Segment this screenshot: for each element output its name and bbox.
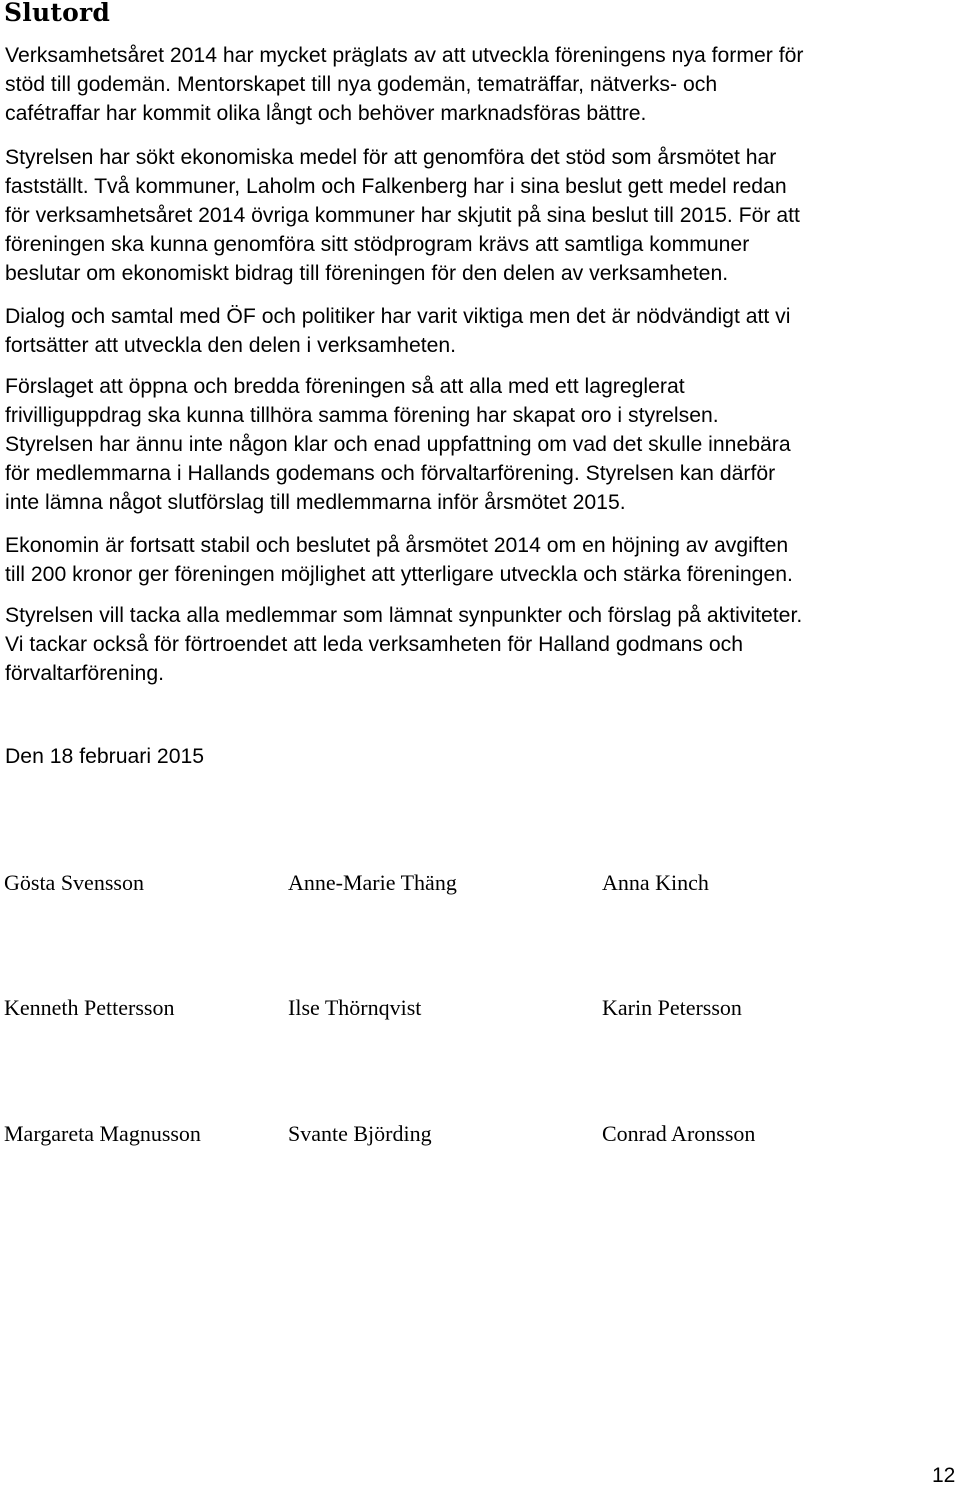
paragraph-line: stöd till godemän. Mentorskapet till nya godemän, tematräffar, nätverks- och	[5, 73, 718, 96]
paragraph-thanks	[5, 601, 957, 688]
paragraph-line: Förslaget att öppna och bredda föreningen så att alla med ett lagreglerat	[5, 375, 685, 398]
paragraph-line: Styrelsen har ännu inte någon klar och enad uppfattning om vad det skulle innebära	[5, 433, 791, 456]
paragraph-line: Vi tackar också för förtroendet att leda verksamheten för Halland godmans och	[5, 633, 744, 656]
paragraph-line: till 200 kronor ger föreningen möjlighet att ytterligare utveckla och stärka föreningen.	[5, 563, 793, 586]
paragraph-line: beslutar om ekonomiskt bidrag till föreningen för den delen av verksamheten.	[5, 262, 729, 285]
paragraph-line: förvaltarförening.	[5, 662, 164, 685]
signature-name: Anna Kinch	[602, 870, 709, 895]
signature-name: Ilse Thörnqvist	[288, 995, 422, 1020]
paragraph-line: frivilliguppdrag ska kunna tillhöra samma förening har skapat oro i styrelsen.	[5, 404, 719, 427]
signature-name: Svante Björding	[288, 1121, 432, 1146]
paragraph-line: Ekonomin är fortsatt stabil och beslutet på årsmötet 2014 om en höjning av avgiften	[5, 534, 789, 557]
paragraph-funding	[5, 143, 957, 288]
paragraph-line: Verksamhetsåret 2014 har mycket präglats av att utveckla föreningens nya former för	[5, 44, 804, 67]
signature-name: Margareta Magnusson	[4, 1121, 201, 1146]
signature-name: Kenneth Pettersson	[4, 995, 175, 1020]
signature-name: Gösta Svensson	[4, 870, 144, 895]
paragraph-line: Dialog och samtal med ÖF och politiker har varit viktiga men det är nödvändigt att vi	[5, 305, 791, 328]
page-number: 12	[932, 1464, 956, 1487]
paragraph-economy	[5, 531, 957, 589]
paragraph-line: föreningen ska kunna genomföra sitt stödprogram krävs att samtliga kommuner	[5, 233, 750, 256]
paragraph-line: för verksamhetsåret 2014 övriga kommuner har skjutit på sina beslut till 2015. För att	[5, 204, 800, 227]
paragraph-proposal	[5, 372, 957, 517]
signature-name: Anne-Marie Thäng	[288, 870, 457, 895]
paragraph-line: cafétraffar har kommit olika långt och behöver marknadsföras bättre.	[5, 102, 647, 125]
paragraph-line: fastställt. Två kommuner, Laholm och Falkenberg har i sina beslut gett medel redan	[5, 175, 787, 198]
signature-name: Karin Petersson	[602, 995, 742, 1020]
document-date: Den 18 februari 2015	[5, 745, 205, 768]
paragraph-dialog	[5, 302, 957, 360]
paragraph-line: Styrelsen har sökt ekonomiska medel för att genomföra det stöd som årsmötet har	[5, 146, 777, 169]
paragraph-line: fortsätter att utveckla den delen i verksamheten.	[5, 334, 457, 357]
section-heading: Slutord	[4, 0, 111, 27]
paragraph-line: inte lämna något slutförslag till medlemmarna inför årsmötet 2015.	[5, 491, 626, 514]
signature-name: Conrad Aronsson	[602, 1121, 756, 1146]
paragraph-line: för medlemmarna i Hallands godemans och förvaltarförening. Styrelsen kan därför	[5, 462, 776, 485]
paragraph-line: Styrelsen vill tacka alla medlemmar som lämnat synpunkter och förslag på aktiviteter.	[5, 604, 803, 627]
paragraph-intro	[5, 41, 957, 128]
